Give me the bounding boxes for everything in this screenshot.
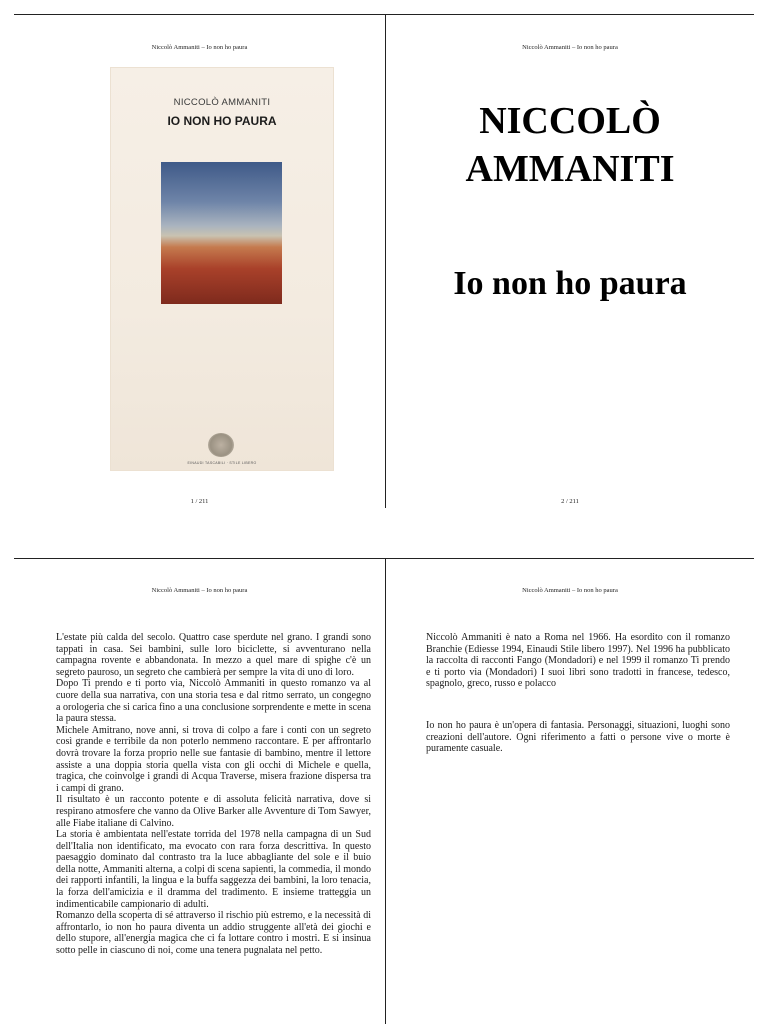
paragraph: La storia è ambientata nell'estate torrida del 1978 nella campagna di un Sud dell'Italia non identificato, ma evocato con rara forza descrittiva. In questo paesaggio dominato dal contrasto tra la luce abbagliante del sole e il buio della notte, Ammaniti alterna, a colpi di scena sapienti, la commedia, il mondo dei rapporti infantili, la lingua e la buffa saggezza dei bambini, la loro tenacia, la forza dell'amicizia e il dramma del tradimento. E insieme tratteggia un indimenticabile campionario di adulti.	[56, 829, 371, 910]
paragraph: Romanzo della scoperta di sé attraverso il rischio più estremo, e la necessità di affrontarlo, io non ho paura diventa un addio struggente all'età dei giochi e dello stupore, all'energia magica che ci fa lottare contro i mostri. E si insinua sotto pelle in ciascuno di noi, come una tenera pugnalata nel petto.	[56, 910, 371, 957]
page-number: 2 / 211	[561, 498, 579, 505]
running-header: Niccolò Ammaniti – Io non ho paura	[151, 587, 248, 594]
book-title: Io non ho paura	[453, 265, 687, 302]
author-line-2: AMMANITI	[465, 148, 675, 190]
synopsis-text	[56, 632, 371, 957]
paragraph: Il risultato è un racconto potente e di assoluta felicità narrativa, dove si respirano atmosfere che vanno da Olive Barker alle Avventure di Tom Sawyer, alle Fiabe italiane di Calvino.	[56, 794, 371, 829]
page-4	[386, 559, 754, 1024]
page-1	[14, 15, 385, 508]
page-number: 1 / 211	[190, 498, 209, 505]
running-header: Niccolò Ammaniti – Io non ho paura	[522, 587, 618, 594]
cover-title: IO NON HO PAURA	[167, 114, 277, 128]
page-3	[14, 559, 385, 1024]
paragraph: Dopo Ti prendo e ti porto via, Niccolò Ammaniti in questo romanzo va al cuore della sua narrativa, con una storia tesa e dal ritmo serrato, un congegno a orologeria che si carica fino a una conclusione sorprendente e mette in scena la paura stessa.	[56, 678, 371, 725]
running-header: Niccolò Ammaniti – Io non ho paura	[522, 44, 618, 51]
author-bio-text	[426, 632, 730, 690]
paragraph: L'estate più calda del secolo. Quattro case sperdute nel grano. I grandi sono tappati in casa. Sei bambini, sulle loro biciclette, si avventurano nella campagna rovente e abbandonata. In mezzo a quel mare di spighe c'è un segreto pauroso, un segreto che cambierà per sempre la vita di uno di loro.	[56, 632, 371, 678]
author-name	[386, 97, 754, 193]
paragraph: Michele Amitrano, nove anni, si trova di colpo a fare i conti con un segreto così grande e terribile da non poterlo nemmeno raccontare. E per affrontarlo dovrà trovare la forza proprio nelle sue fantasie di bambino, mentre il lettore assiste a una doppia storia quella vista con gli occhi di Michele e quella, tragica, che coinvolge i grandi di Acqua Traverse, misera frazione dispersa tra i campi di grano.	[56, 724, 371, 794]
cover-photo	[161, 162, 282, 304]
disclaimer-text	[426, 720, 730, 755]
author-line-1: NICCOLÒ	[479, 100, 661, 142]
book-cover	[110, 67, 334, 471]
cover-author: NICCOLÒ AMMANITI	[173, 97, 271, 108]
publisher-seal-icon	[208, 433, 234, 457]
page-2	[386, 15, 754, 508]
paragraph: Niccolò Ammaniti è nato a Roma nel 1966. Ha esordito con il romanzo Branchie (Ediesse 1994, Einaudi Stile libero 1997). Nel 1996 ha pubblicato la raccolta di racconti Fango (Mondadori) e nel 1999 il romanzo Ti prendo e ti porto via (Mondadori) I suoi libri sono tradotti in francese, tedesco, spagnolo, greco, russo e polacco	[426, 632, 730, 690]
cover-publisher: EINAUDI TASCABILI · STILE LIBERO	[187, 461, 257, 465]
paragraph: Io non ho paura è un'opera di fantasia. Personaggi, situazioni, luoghi sono creazioni dell'autore. Ogni riferimento a fatti o persone vive o morte è puramente casuale.	[426, 720, 730, 755]
running-header: Niccolò Ammaniti – Io non ho paura	[151, 44, 248, 51]
